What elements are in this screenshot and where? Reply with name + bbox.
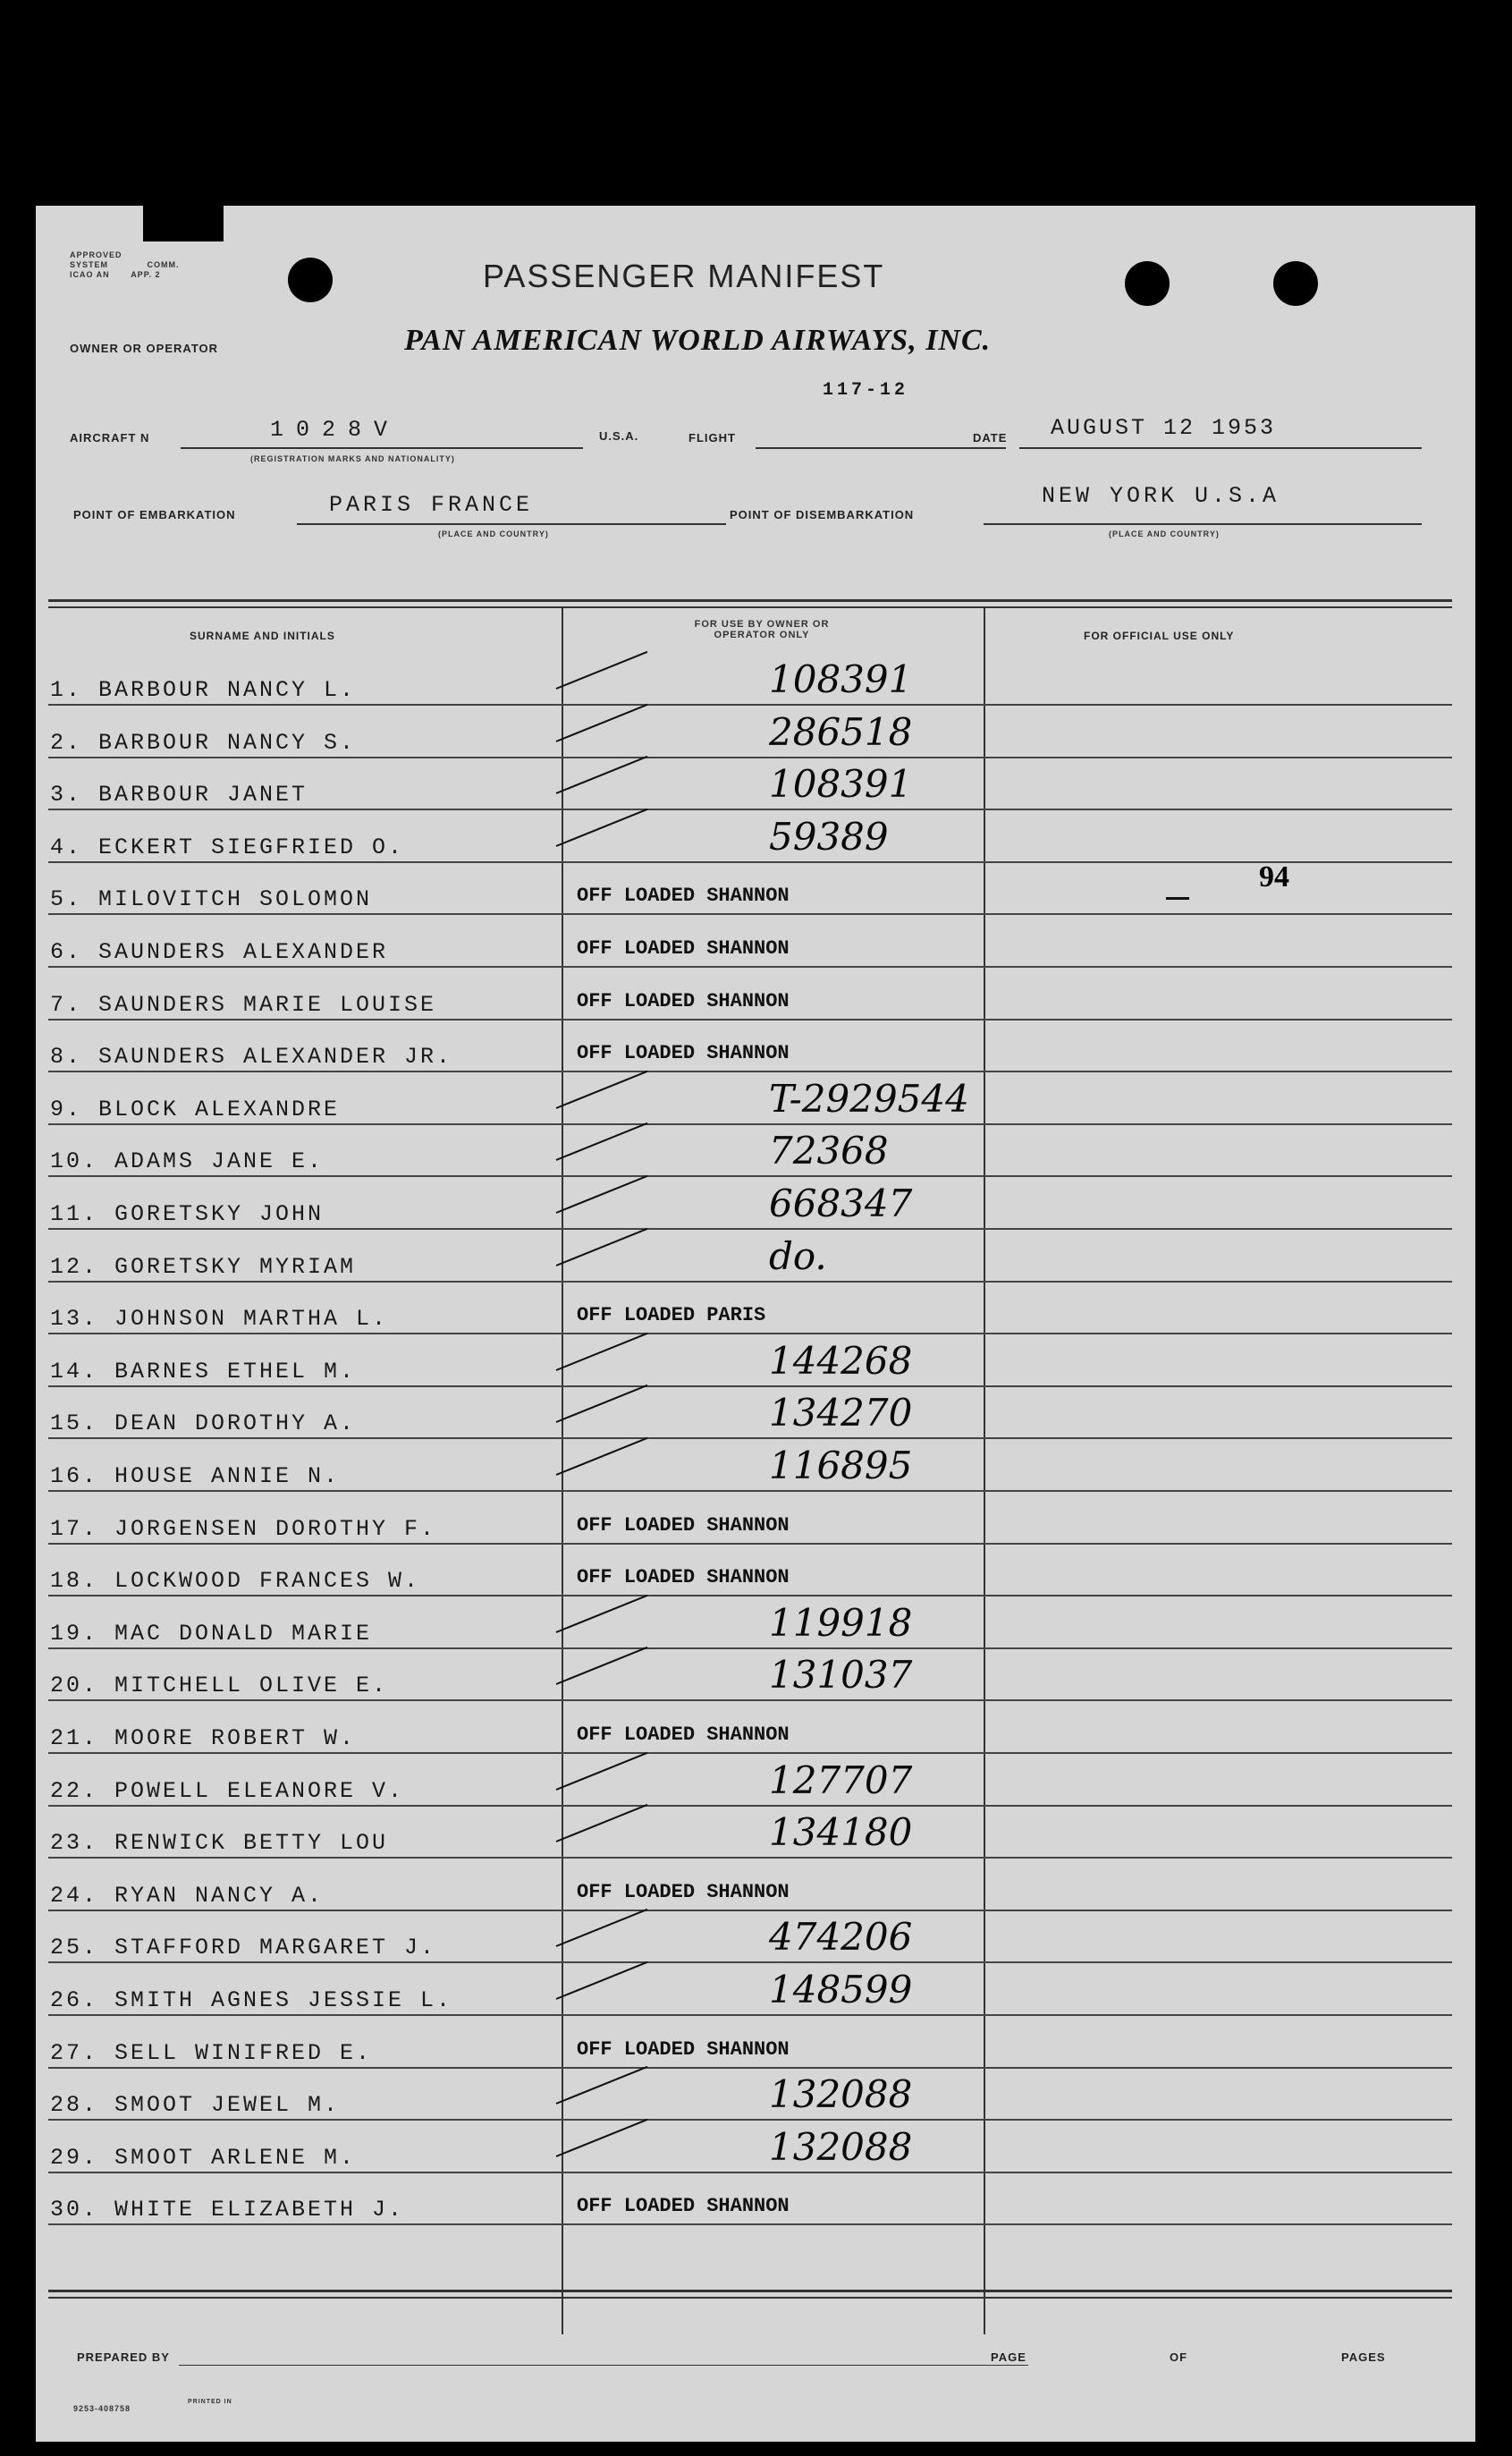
column-divider bbox=[984, 608, 985, 2334]
ticket-number: 119918 bbox=[769, 1601, 913, 1645]
owner-label: OWNER OR OPERATOR bbox=[70, 342, 219, 355]
passenger-name: 19. MAC DONALD MARIE bbox=[50, 1621, 373, 1647]
passenger-name: 5. MILOVITCH SOLOMON bbox=[50, 886, 373, 912]
check-mark bbox=[556, 1071, 648, 1109]
passenger-name: 3. BARBOUR JANET bbox=[50, 782, 308, 808]
row-rule bbox=[48, 2014, 1452, 2016]
check-mark bbox=[556, 809, 648, 847]
passenger-name: 12. GORETSKY MYRIAM bbox=[50, 1254, 357, 1280]
aircraft-label: AIRCRAFT N bbox=[70, 431, 150, 445]
check-mark bbox=[556, 2066, 648, 2105]
approval-line: APPROVED bbox=[70, 250, 122, 259]
col-owner: FOR USE BY OWNER OR OPERATOR ONLY bbox=[694, 619, 830, 640]
passenger-name: 14. BARNES ETHEL M. bbox=[50, 1359, 357, 1385]
row-rule bbox=[48, 704, 1452, 706]
ticket-number: do. bbox=[769, 1234, 827, 1278]
ticket-number: 132088 bbox=[769, 2125, 913, 2169]
row-rule bbox=[48, 1543, 1452, 1545]
approval-block bbox=[70, 250, 180, 280]
row-rule bbox=[48, 861, 1452, 863]
passenger-name: 9. BLOCK ALEXANDRE bbox=[50, 1097, 341, 1122]
row-rule bbox=[48, 966, 1452, 968]
approval-line: APP. 2 bbox=[131, 270, 161, 279]
passenger-name: 4. ECKERT SIEGFRIED O. bbox=[50, 834, 405, 860]
check-mark bbox=[556, 1961, 648, 2000]
offload-stamp: OFF LOADED SHANNON bbox=[577, 1042, 790, 1064]
ticket-number: 474206 bbox=[769, 1915, 913, 1959]
row-rule bbox=[48, 1175, 1452, 1177]
passenger-name: 10. ADAMS JANE E. bbox=[50, 1148, 325, 1174]
row-rule bbox=[48, 1647, 1452, 1649]
ticket-number: 72368 bbox=[769, 1129, 889, 1173]
row-rule bbox=[48, 913, 1452, 915]
ticket-number: 286518 bbox=[769, 710, 913, 754]
passenger-name: 15. DEAN DOROTHY A. bbox=[50, 1410, 357, 1436]
passenger-name: 23. RENWICK BETTY LOU bbox=[50, 1830, 389, 1856]
usa-label: U.S.A. bbox=[599, 429, 639, 443]
passenger-name: 27. SELL WINIFRED E. bbox=[50, 2040, 373, 2066]
passenger-name: 25. STAFFORD MARGARET J. bbox=[50, 1935, 437, 1961]
passenger-name: 1. BARBOUR NANCY L. bbox=[50, 677, 357, 703]
row-rule bbox=[48, 1910, 1452, 1911]
passenger-name: 17. JORGENSEN DOROTHY F. bbox=[50, 1516, 437, 1542]
row-rule bbox=[48, 2223, 1452, 2225]
ticket-number: 108391 bbox=[769, 762, 913, 806]
offload-stamp: OFF LOADED PARIS bbox=[577, 1304, 766, 1326]
pages-label: PAGES bbox=[1341, 2350, 1386, 2364]
row-rule bbox=[48, 1595, 1452, 1596]
row-rule bbox=[48, 2067, 1452, 2069]
aircraft-number: 1028V bbox=[270, 417, 401, 443]
offload-stamp: OFF LOADED SHANNON bbox=[577, 885, 790, 907]
disembark-label: POINT OF DISEMBARKATION bbox=[730, 508, 915, 521]
passenger-name: 28. SMOOT JEWEL M. bbox=[50, 2092, 341, 2118]
ticket-number: 144268 bbox=[769, 1339, 913, 1383]
ticket-number: T-2929544 bbox=[769, 1077, 969, 1121]
passenger-name: 26. SMITH AGNES JESSIE L. bbox=[50, 1987, 453, 2013]
form-number: 9253-408758 bbox=[73, 2404, 131, 2413]
check-mark bbox=[556, 1752, 648, 1791]
flight-label: FLIGHT bbox=[688, 431, 736, 445]
row-rule bbox=[48, 1019, 1452, 1021]
row-rule bbox=[48, 1490, 1452, 1492]
row-rule bbox=[48, 1699, 1452, 1701]
ticket-number: 134180 bbox=[769, 1810, 913, 1854]
offload-stamp: OFF LOADED SHANNON bbox=[577, 1723, 790, 1746]
check-mark bbox=[556, 1175, 648, 1214]
manifest-sheet bbox=[36, 206, 1475, 2442]
table-bottom-rule bbox=[48, 2290, 1452, 2299]
ticket-number: 132088 bbox=[769, 2072, 913, 2116]
row-rule bbox=[48, 757, 1452, 758]
ticket-number: 127707 bbox=[769, 1758, 913, 1802]
offload-stamp: OFF LOADED SHANNON bbox=[577, 2195, 790, 2217]
official-dash bbox=[1166, 897, 1189, 900]
punch-hole bbox=[1125, 261, 1170, 306]
punch-hole bbox=[288, 258, 333, 302]
check-mark bbox=[556, 1647, 648, 1685]
passenger-name: 7. SAUNDERS MARIE LOUISE bbox=[50, 992, 437, 1018]
offload-stamp: OFF LOADED SHANNON bbox=[577, 990, 790, 1012]
check-mark bbox=[556, 1437, 648, 1476]
row-rule bbox=[48, 2172, 1452, 2173]
check-mark bbox=[556, 651, 648, 690]
ticket-number: 116895 bbox=[769, 1444, 913, 1487]
passenger-name: 29. SMOOT ARLENE M. bbox=[50, 2145, 357, 2171]
operator-name: PAN AMERICAN WORLD AIRWAYS, INC. bbox=[404, 324, 992, 357]
row-rule bbox=[48, 1071, 1452, 1072]
row-rule bbox=[48, 1437, 1452, 1439]
passenger-name: 30. WHITE ELIZABETH J. bbox=[50, 2197, 405, 2223]
check-mark bbox=[556, 1595, 648, 1633]
passenger-name: 13. JOHNSON MARTHA L. bbox=[50, 1306, 389, 1332]
table-top-rule bbox=[48, 599, 1452, 608]
passenger-name: 22. POWELL ELEANORE V. bbox=[50, 1778, 405, 1804]
page-title: PASSENGER MANIFEST bbox=[483, 258, 885, 294]
approval-line: COMM. bbox=[147, 260, 180, 269]
row-rule bbox=[48, 1228, 1452, 1230]
check-mark bbox=[556, 1333, 648, 1371]
row-rule bbox=[48, 809, 1452, 810]
check-mark bbox=[556, 1804, 648, 1842]
offload-stamp: OFF LOADED SHANNON bbox=[577, 1514, 790, 1537]
page-label: PAGE bbox=[991, 2350, 1026, 2364]
passenger-name: 20. MITCHELL OLIVE E. bbox=[50, 1673, 389, 1698]
check-mark bbox=[556, 1385, 648, 1423]
embark-value: PARIS FRANCE bbox=[329, 492, 534, 518]
ticket-number: 134270 bbox=[769, 1391, 913, 1435]
check-mark bbox=[556, 1228, 648, 1266]
ticket-number: 108391 bbox=[769, 657, 913, 701]
of-label: OF bbox=[1170, 2350, 1188, 2364]
row-rule bbox=[48, 1961, 1452, 1963]
passenger-name: 11. GORETSKY JOHN bbox=[50, 1201, 325, 1227]
row-rule bbox=[48, 1805, 1452, 1807]
ticket-number: 59389 bbox=[769, 815, 889, 859]
date-value: AUGUST 12 1953 bbox=[1051, 415, 1277, 441]
check-mark bbox=[556, 1909, 648, 1947]
passenger-name: 2. BARBOUR NANCY S. bbox=[50, 730, 357, 756]
flight-code: 117-12 bbox=[823, 380, 909, 401]
passenger-name: 21. MOORE ROBERT W. bbox=[50, 1725, 357, 1751]
offload-stamp: OFF LOADED SHANNON bbox=[577, 1881, 790, 1903]
embark-caption: (PLACE AND COUNTRY) bbox=[438, 529, 549, 538]
torn-corner bbox=[143, 206, 224, 241]
printed-in: PRINTED IN bbox=[188, 2399, 232, 2405]
col-surname: SURNAME AND INITIALS bbox=[190, 630, 335, 642]
ticket-number: 131037 bbox=[769, 1653, 913, 1697]
aircraft-caption: (REGISTRATION MARKS AND NATIONALITY) bbox=[250, 454, 455, 463]
ticket-number: 148599 bbox=[769, 1968, 913, 2011]
offload-stamp: OFF LOADED SHANNON bbox=[577, 937, 790, 960]
passenger-name: 24. RYAN NANCY A. bbox=[50, 1883, 325, 1909]
prepared-label: PREPARED BY bbox=[77, 2350, 170, 2364]
row-rule bbox=[48, 1385, 1452, 1387]
official-mark: 94 bbox=[1259, 860, 1289, 893]
offload-stamp: OFF LOADED SHANNON bbox=[577, 2038, 790, 2061]
embark-label: POINT OF EMBARKATION bbox=[73, 508, 236, 521]
approval-line: SYSTEM bbox=[70, 260, 109, 269]
row-rule bbox=[48, 2119, 1452, 2121]
passenger-name: 16. HOUSE ANNIE N. bbox=[50, 1463, 341, 1489]
disembark-caption: (PLACE AND COUNTRY) bbox=[1109, 529, 1220, 538]
approval-line: ICAO AN bbox=[70, 270, 110, 279]
check-mark bbox=[556, 756, 648, 794]
passenger-name: 18. LOCKWOOD FRANCES W. bbox=[50, 1568, 421, 1594]
disembark-value: NEW YORK U.S.A bbox=[1042, 483, 1280, 509]
row-rule bbox=[48, 1281, 1452, 1283]
row-rule bbox=[48, 1333, 1452, 1334]
passenger-name: 8. SAUNDERS ALEXANDER JR. bbox=[50, 1044, 453, 1070]
check-mark bbox=[556, 1122, 648, 1161]
row-rule bbox=[48, 1752, 1452, 1754]
ticket-number: 668347 bbox=[769, 1181, 913, 1225]
offload-stamp: OFF LOADED SHANNON bbox=[577, 1566, 790, 1588]
check-mark bbox=[556, 2119, 648, 2157]
check-mark bbox=[556, 704, 648, 742]
row-rule bbox=[48, 1857, 1452, 1859]
date-label: DATE bbox=[973, 431, 1008, 445]
col-official: FOR OFFICIAL USE ONLY bbox=[1084, 630, 1235, 642]
passenger-name: 6. SAUNDERS ALEXANDER bbox=[50, 939, 389, 965]
punch-hole bbox=[1273, 261, 1318, 306]
row-rule bbox=[48, 1123, 1452, 1125]
